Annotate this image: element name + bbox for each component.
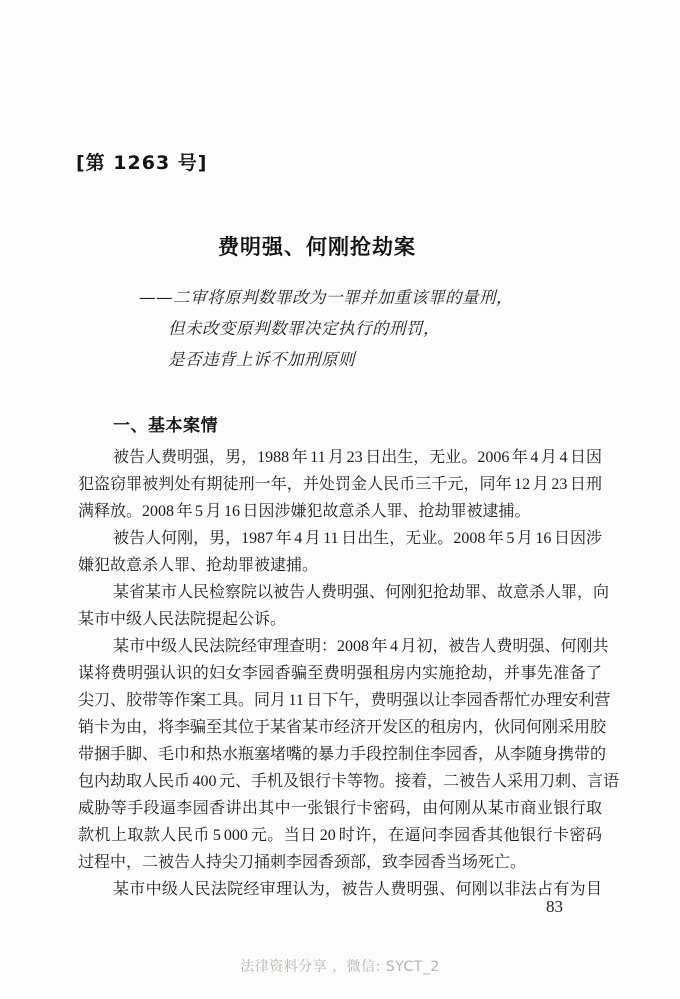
body-line: 某市中级人民法院经审理认为，被告人费明强、何刚以非法占有为目 bbox=[113, 881, 602, 898]
section-heading: 一、基本案情 bbox=[113, 416, 218, 436]
body-line: 过程中，二被告人持尖刀捅刺李园香颈部，致李园香当场死亡。 bbox=[78, 854, 527, 871]
body-line: 某省某市人民检察院以被告人费明强、何刚犯抢劫罪、故意杀人罪，向 bbox=[113, 584, 610, 601]
body-line: 某市中级人民法院提起公诉。 bbox=[78, 611, 287, 628]
subtitle-line: 但未改变原判数罪决定执行的刑罚， bbox=[168, 319, 440, 338]
page-number: 83 bbox=[546, 897, 563, 916]
case-subtitle bbox=[139, 282, 513, 375]
body-line: 谋将费明强认识的妇女李园香骗至费明强租房内实施抢劫，并事先准备了 bbox=[78, 665, 602, 682]
watermark-footer: 法律资料分享 ，微信: SYCT_2 bbox=[240, 959, 440, 975]
case-number: [第 1263 号] bbox=[76, 152, 208, 174]
body-line: 销卡为由，将李骗至其位于某省某市经济开发区的租房内，伙同何刚采用胶 bbox=[78, 719, 607, 736]
body-line: 满释放。2008 年 5 月 16 日因涉嫌犯故意杀人罪、抢劫罪被逮捕。 bbox=[78, 503, 531, 520]
body-line: 犯盗窃罪被判处有期徒刑一年，并处罚金人民币三千元，同年 12 月 23 日刑 bbox=[78, 476, 602, 493]
body-line: 款机上取款人民币 5 000 元。当日 20 时许，在逼问李园香其他银行卡密码 bbox=[78, 827, 602, 844]
case-title: 费明强、何刚抢劫案 bbox=[218, 235, 416, 259]
body-line: 带捆手脚、毛巾和热水瓶塞堵嘴的暴力手段控制住李园香，从李随身携带的 bbox=[78, 746, 607, 763]
body-line: 被告人费明强，男，1988 年 11 月 23 日出生，无业。2006 年 4 月 4 日因 bbox=[113, 449, 602, 466]
body-line: 包内劫取人民币 400 元、手机及银行卡等物。接着，二被告人采用刀刺、言语 bbox=[78, 773, 620, 790]
body-text bbox=[78, 444, 620, 903]
body-line: 某市中级人民法院经审理查明：2008 年 4 月初，被告人费明强、何刚共 bbox=[113, 638, 609, 655]
body-line: 尖刀、胶带等作案工具。同月 11 日下午，费明强以让李园香帮忙办理安利营 bbox=[78, 692, 611, 709]
body-line: 被告人何刚，男，1987 年 4 月 11 日出生，无业。2008 年 5 月 16 日因涉 bbox=[113, 530, 602, 547]
subtitle-line: 是否违背上诉不加刑原则 bbox=[168, 350, 355, 369]
body-line: 嫌犯故意杀人罪、抢劫罪被逮捕。 bbox=[78, 557, 319, 574]
body-line: 威胁等手段逼李园香讲出其中一张银行卡密码，由何刚从某市商业银行取 bbox=[78, 800, 602, 817]
subtitle-line: ——二审将原判数罪改为一罪并加重该罪的量刑， bbox=[139, 288, 513, 307]
